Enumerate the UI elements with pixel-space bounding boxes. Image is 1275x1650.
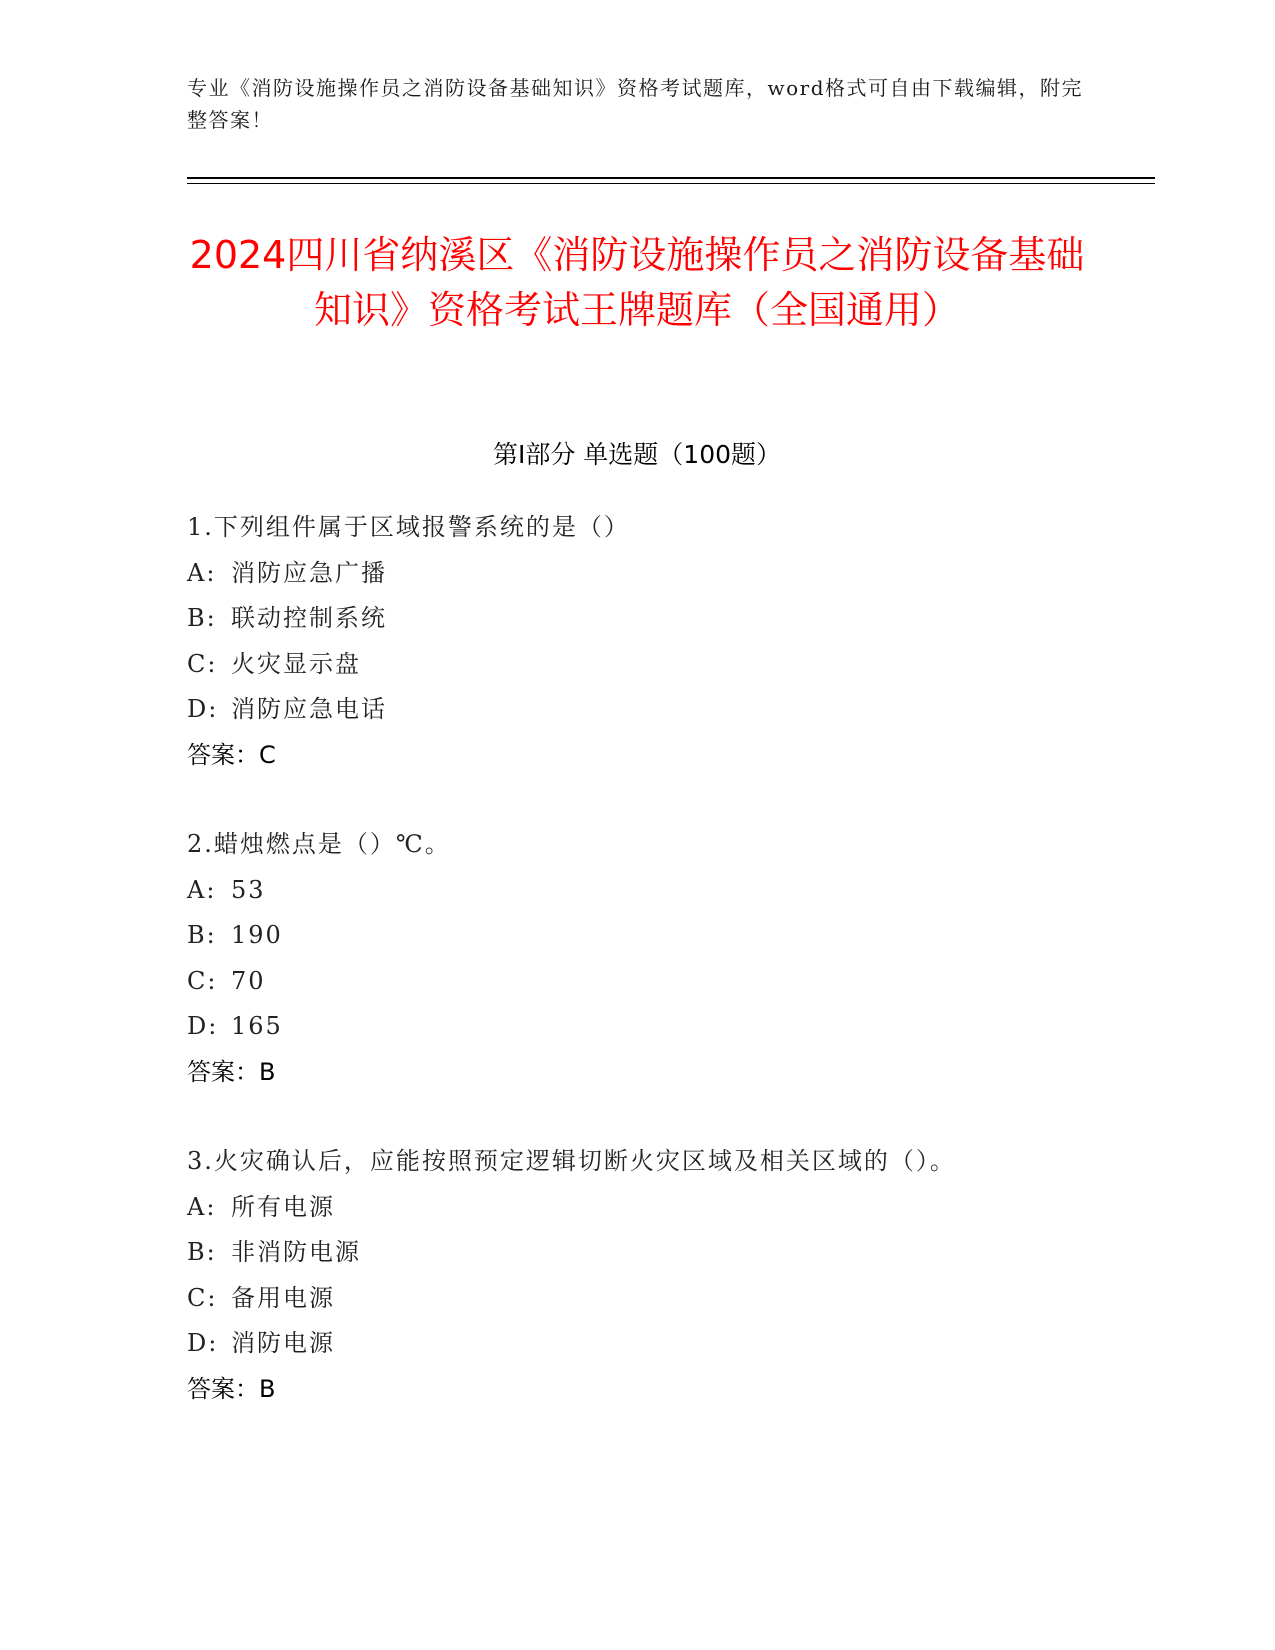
option-text: 消防电源 [231,1329,335,1357]
answer-line [187,1050,1127,1096]
answer-value: B [259,1057,276,1086]
section-title: 第I部分 单选题（100题） [492,440,782,469]
option-text: 备用电源 [231,1283,335,1312]
answer-value: C [259,740,276,769]
option-letter: A: [187,875,217,904]
option-text: 火灾显示盘 [231,649,361,678]
option-c [187,959,1127,1005]
header-rule-thin [187,183,1155,184]
option-letter: D: [187,1329,219,1357]
answer-value: B [259,1374,276,1403]
option-d [187,687,1127,733]
answer-line [187,1367,1127,1413]
document-title: 2024四川省纳溪区《消防设施操作员之消防设备基础知识》资格考试王牌题库（全国通用） [189,233,1085,332]
option-letter: B: [187,1238,217,1266]
option-b [187,913,1127,959]
question-3 [187,1139,1127,1412]
option-c [187,642,1127,688]
option-c [187,1276,1127,1322]
option-text: 70 [231,966,266,995]
option-text: 非消防电源 [231,1238,361,1266]
option-text: 190 [231,921,283,949]
option-letter: A: [187,558,217,587]
option-a [187,868,1127,914]
option-b [187,596,1127,642]
option-text: 165 [231,1012,283,1040]
option-a [187,551,1127,597]
answer-line [187,733,1127,779]
option-letter: D: [187,695,219,723]
option-text: 联动控制系统 [231,604,387,632]
option-text: 消防应急广播 [231,558,387,587]
option-a [187,1185,1127,1231]
question-2 [187,822,1127,1095]
option-letter: B: [187,604,217,632]
header-rule-thick [187,177,1155,179]
answer-label: 答案： [187,1057,259,1086]
question-stem: 2.蜡烛燃点是（）℃。 [187,830,451,858]
option-letter: C: [187,649,218,678]
option-d [187,1321,1127,1367]
option-b [187,1230,1127,1276]
answer-label: 答案： [187,1374,259,1403]
option-text: 53 [231,875,266,904]
option-letter: A: [187,1192,217,1221]
option-letter: B: [187,921,217,949]
option-text: 消防应急电话 [231,695,387,723]
question-stem: 1.下列组件属于区域报警系统的是（） [187,513,630,541]
question-1 [187,505,1127,778]
option-letter: C: [187,966,218,995]
option-letter: C: [187,1283,218,1312]
answer-label: 答案： [187,740,259,769]
option-text: 所有电源 [231,1192,335,1221]
option-letter: D: [187,1012,219,1040]
header-note: 专业《消防设施操作员之消防设备基础知识》资格考试题库，word格式可自由下载编辑，附完整答案！ [187,76,1084,132]
question-stem: 3.火灾确认后，应能按照预定逻辑切断火灾区域及相关区域的（）。 [187,1147,956,1175]
option-d [187,1004,1127,1050]
